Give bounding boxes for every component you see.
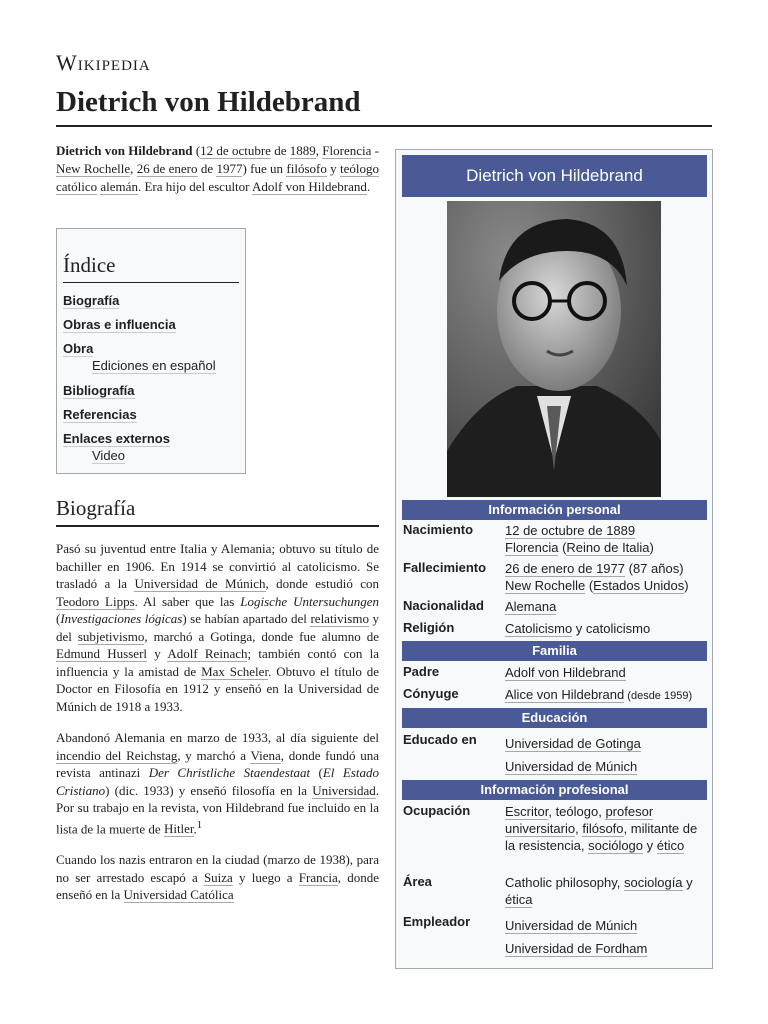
infobox-section-personal: Información personal — [402, 500, 707, 520]
reference-marker[interactable]: 1 — [196, 818, 203, 831]
infobox-row-nacionalidad — [402, 598, 707, 620]
link[interactable]: Alemana — [505, 599, 557, 614]
intro-text: ) fue un — [242, 161, 287, 176]
link-birth-date[interactable]: 12 de octubre — [200, 143, 271, 158]
link[interactable]: Universidad Católica — [123, 887, 234, 903]
infobox — [395, 149, 713, 969]
toc-item-obras[interactable]: Obras e influencia — [63, 317, 176, 332]
link[interactable]: incendio del Reichstag — [56, 747, 178, 763]
table-of-contents — [56, 228, 246, 474]
link[interactable]: Universidad de Fordham — [505, 941, 648, 956]
biografia-body — [56, 540, 379, 918]
infobox-row-ocupacion: Ocupación Escritor, teólogo, profesor universitario, filósofo, militante de la resistencia, sociólogo y ético — [403, 803, 698, 853]
link[interactable]: Adolf Reinach — [167, 646, 248, 661]
link[interactable]: Reino de Italia — [566, 540, 650, 555]
paragraph: Pasó su juventud entre Italia y Alemania; obtuvo su título de bachiller en 1906. En 1914 se convirtió al catolicismo. Se trasladó a la Universidad de Múnich, donde estudió con Teodoro Lipps. Al saber que las Logische Untersuchungen (Investigaciones lógicas) se habían apartado del relativismo y del subjetivismo, marchó a Gotinga, donde fue alumno de Edmund Husserl y Adolf Reinach; también contó con la influencia y la amistad de Max Scheler. Obtuvo el título de Doctor en Filosofía en 1912 y enseñó en la Universidad de Múnich de 1918 a 1933. — [56, 541, 380, 714]
infobox-row-religion: Religión Catolicismo y catolicismo — [403, 620, 651, 636]
link[interactable]: relativismo — [310, 611, 369, 626]
toc-item-biografia[interactable]: Biografía — [63, 293, 120, 308]
link-death-year[interactable]: 1977 — [216, 161, 243, 176]
intro-text: , — [315, 143, 323, 158]
link[interactable]: profesor universitario — [505, 804, 654, 836]
intro-text: ( — [192, 143, 201, 158]
label-ocupacion: Ocupación — [403, 803, 471, 818]
infobox-row-empleador — [402, 914, 707, 964]
link[interactable]: Max Scheler — [201, 663, 269, 679]
portrait-photo[interactable] — [447, 201, 661, 497]
link[interactable]: Universidad de Múnich — [505, 759, 638, 774]
label-conyuge: Cónyuge — [403, 686, 459, 701]
infobox-row-nacimiento: Nacimiento 12 de octubre de 1889 Florencia (Reino de Italia) — [403, 522, 654, 555]
intro-text: - — [371, 143, 379, 158]
infobox-title: Dietrich von Hildebrand — [402, 155, 707, 197]
link[interactable]: subjetivismo — [77, 628, 145, 644]
label-educado: Educado en — [403, 732, 477, 747]
link[interactable]: Universidad de Múnich — [134, 576, 266, 591]
link-aleman[interactable]: alemán — [100, 179, 138, 194]
link[interactable]: Universidad de Gotinga — [505, 736, 641, 751]
infobox-row-fallecimiento: Fallecimiento 26 de enero de 1977 (87 años) New Rochelle (Estados Unidos) — [403, 560, 689, 593]
infobox-section-familia: Familia — [402, 641, 707, 661]
link-adolf[interactable]: Adolf von Hildebrand — [252, 179, 367, 194]
link[interactable]: Universidad de Múnich — [505, 918, 638, 933]
link[interactable]: 12 de octubre de 1889 — [505, 523, 636, 538]
toc-subitem-ediciones[interactable]: Ediciones en español — [92, 358, 216, 373]
link[interactable]: Florencia — [505, 540, 559, 555]
intro-text: y — [326, 161, 341, 176]
infobox-row-conyuge: Cónyuge Alice von Hildebrand (desde 1959) — [403, 686, 693, 702]
label-empleador: Empleador — [403, 914, 471, 929]
toc-title: Índice — [63, 253, 239, 283]
paragraph: Abandonó Alemania en marzo de 1933, al día siguiente del incendio del Reichstag, y marchó a Viena, donde fundó una revista antinazi Der Christliche Staendestaat (El Estado Cristiano) (dic. 1933) y enseñó filosofía en la Universidad. Por su trabajo en la revista, von Hildebrand fue incluido en la lista de la muerte de Hitler.$^1$ — [56, 730, 379, 836]
intro-text: de — [197, 161, 217, 176]
paragraph: Cuando los nazis entraron en la ciudad (marzo de 1938), para no ser arrestado escapó a Suiza y luego a Francia, donde enseñó en la Universidad Católica — [56, 852, 379, 903]
link-death-date[interactable]: 26 de enero — [136, 161, 198, 176]
intro-text: . — [366, 179, 371, 194]
link[interactable]: ético — [656, 838, 685, 853]
link[interactable]: Edmund Husserl — [56, 646, 148, 661]
link-filosofo[interactable]: filósofo — [286, 161, 327, 176]
link[interactable]: Suiza — [203, 869, 233, 885]
link[interactable]: Escritor — [505, 804, 549, 819]
link[interactable]: New Rochelle — [505, 578, 586, 593]
intro-text: , — [130, 161, 137, 176]
label-nacimiento: Nacimiento — [403, 522, 474, 537]
infobox-row-educado — [402, 732, 707, 780]
infobox-section-profesional: Información profesional — [402, 780, 707, 800]
link-birth-year[interactable]: 1889 — [289, 143, 316, 158]
link-catolico[interactable]: católico — [56, 179, 98, 194]
link[interactable]: Alice von Hildebrand — [505, 687, 625, 702]
label-religion: Religión — [403, 620, 455, 635]
wikipedia-logo[interactable]: Wikipedia — [56, 50, 151, 75]
intro-text: . Era hijo del escultor — [137, 179, 253, 194]
link[interactable]: filósofo — [582, 821, 624, 836]
toc-item-bibliografia[interactable]: Bibliografía — [63, 383, 135, 398]
link[interactable]: Adolf von Hildebrand — [505, 665, 626, 680]
label-area: Área — [403, 874, 432, 889]
link[interactable]: ética — [505, 892, 533, 907]
link[interactable]: Teodoro Lipps — [56, 593, 135, 609]
section-heading-biografia: Biografía — [56, 496, 379, 527]
toc-subitem-video[interactable]: Video — [92, 448, 126, 463]
intro-text: de — [270, 143, 290, 158]
infobox-row-area: Área Catholic philosophy, sociología y ética — [403, 874, 693, 907]
link-death-place[interactable]: New Rochelle — [56, 161, 131, 176]
intro-paragraph — [56, 142, 379, 196]
toc-item-enlaces[interactable]: Enlaces externos — [63, 431, 170, 446]
label-fallecimiento: Fallecimiento — [403, 560, 487, 575]
link[interactable]: Viena — [250, 747, 281, 763]
link[interactable]: Estados Unidos — [593, 578, 685, 593]
label-nacionalidad: Nacionalidad — [403, 598, 484, 613]
toc-item-referencias[interactable]: Referencias — [63, 407, 137, 422]
link[interactable]: sociólogo — [588, 838, 644, 853]
link[interactable]: 26 de enero de 1977 — [505, 561, 625, 576]
link[interactable]: Francia — [298, 869, 338, 885]
link-birth-place[interactable]: Florencia — [322, 143, 372, 158]
infobox-row-padre — [402, 664, 707, 686]
link[interactable]: Hitler — [163, 820, 194, 836]
link[interactable]: Universidad — [312, 782, 376, 798]
page-title: Dietrich von Hildebrand — [56, 86, 712, 127]
infobox-section-educacion: Educación — [402, 708, 707, 728]
toc-item-obra[interactable]: Obra — [63, 341, 94, 356]
intro-name: Dietrich von Hildebrand — [56, 143, 193, 158]
label-padre: Padre — [403, 664, 440, 679]
link-teologo[interactable]: teólogo — [340, 161, 380, 176]
link[interactable]: Catolicismo — [505, 621, 573, 636]
link[interactable]: sociología — [624, 875, 683, 890]
